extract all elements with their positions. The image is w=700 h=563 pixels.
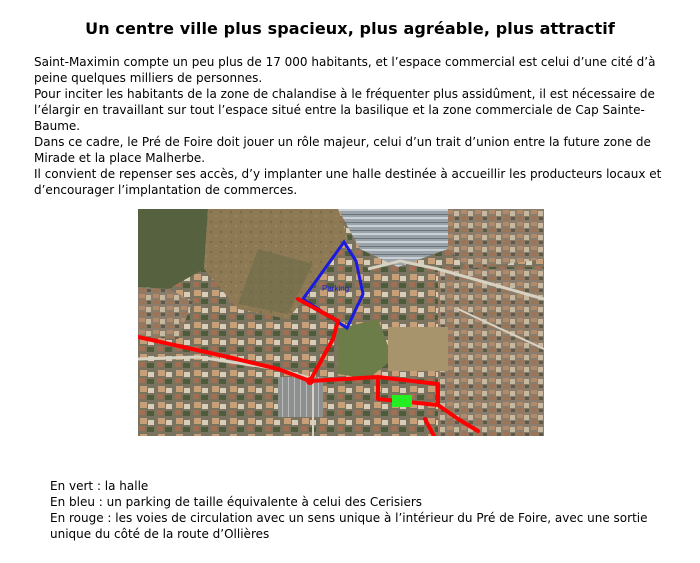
intro-paragraph: Dans ce cadre, le Pré de Foire doit jouer un rôle majeur, celui d’un trait d’union entre la future zone de Mirade et la place Malherbe. [34, 135, 651, 165]
intro-paragraph: Pour inciter les habitants de la zone de chalandise à le fréquenter plus assidûment, il est nécessaire de l’élargir en travaillant sur tout l’espace situé entre la basilique et la zone commerciale de Cap Sainte-Baume. [34, 87, 655, 133]
aerial-map-drawing [138, 209, 544, 436]
intro-paragraph: Il convient de repenser ses accès, d’y implanter une halle destinée à accueillir les producteurs locaux et d’encourager l’implantation de commerces. [34, 167, 662, 197]
halle-marker [392, 395, 412, 407]
intro-paragraph: Saint-Maximin compte un peu plus de 17 000 habitants, et l’espace commercial est celui d’une cité d’à peine quelques milliers de personnes. [34, 55, 656, 85]
page-title: Un centre ville plus spacieux, plus agréable, plus attractif [85, 19, 615, 38]
parking-label: Parking [322, 284, 350, 293]
roundabout-marker [306, 377, 314, 385]
intro-text [34, 54, 674, 198]
legend-red: En rouge : les voies de circulation avec un sens unique à l’intérieur du Pré de Foire, avec une sortie unique du côté de la route d’Ollières [50, 511, 648, 541]
map-legend [50, 478, 670, 542]
aerial-map [138, 209, 544, 436]
legend-blue: En bleu : un parking de taille équivalente à celui des Cerisiers [50, 495, 423, 509]
legend-green: En vert : la halle [50, 479, 149, 493]
